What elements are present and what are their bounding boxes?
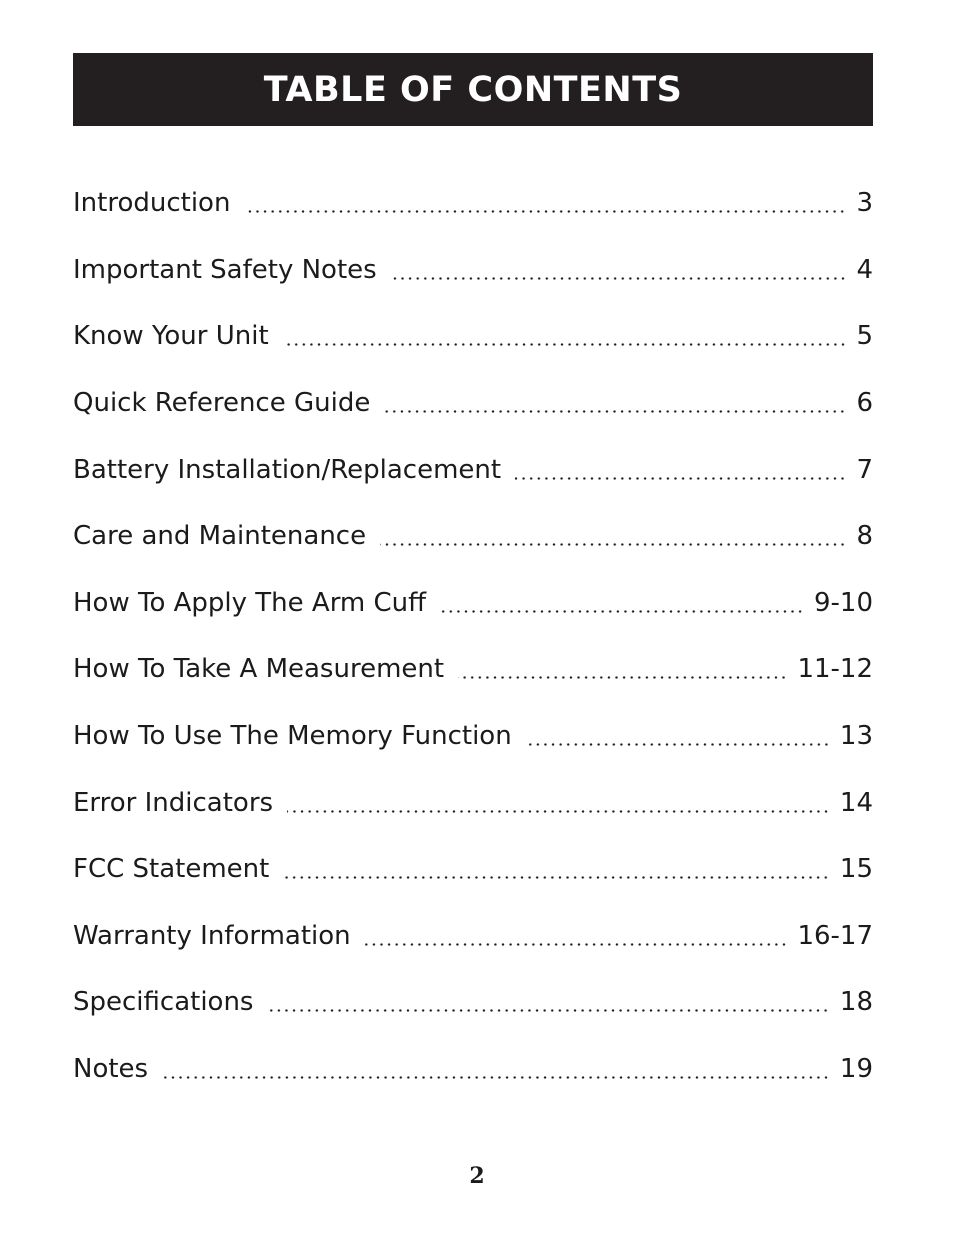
dot-leader [267, 989, 829, 1015]
toc-entry-title: Battery Installation/Replacement [73, 454, 502, 485]
dot-leader [440, 590, 804, 616]
toc-entry[interactable] [73, 703, 873, 770]
toc-entry[interactable] [73, 636, 873, 703]
toc-entry-page: 6 [856, 388, 873, 419]
toc-entry-page: 13 [839, 721, 873, 752]
dot-leader [287, 790, 830, 816]
toc-entry-page: 8 [856, 521, 873, 552]
toc-entry-title: How To Take A Measurement [73, 654, 445, 685]
toc-entry[interactable] [73, 836, 873, 903]
toc-entry-title: Care and Maintenance [73, 521, 367, 552]
dot-leader [244, 190, 846, 216]
dot-leader [384, 390, 846, 416]
toc-entry-title: Warranty Information [73, 920, 351, 951]
toc-entry-title: FCC Statement [73, 854, 270, 885]
toc-entry-page: 3 [856, 188, 873, 219]
toc-entry[interactable] [73, 903, 873, 970]
toc-entry-page: 9-10 [813, 587, 873, 618]
table-of-contents [73, 170, 873, 1102]
toc-entry-page: 18 [839, 987, 873, 1018]
dot-leader [515, 457, 846, 483]
dot-leader [380, 523, 846, 549]
toc-entry[interactable] [73, 570, 873, 637]
toc-entry[interactable] [73, 170, 873, 237]
dot-leader [283, 856, 830, 882]
toc-entry-page: 16-17 [797, 920, 873, 951]
toc-entry-page: 7 [856, 454, 873, 485]
toc-entry-title: Notes [73, 1054, 149, 1085]
toc-entry[interactable] [73, 436, 873, 503]
toc-entry-page: 14 [839, 787, 873, 818]
toc-entry-title: Important Safety Notes [73, 254, 377, 285]
toc-entry[interactable] [73, 303, 873, 370]
toc-entry-title: How To Use The Memory Function [73, 721, 512, 752]
dot-leader [283, 323, 847, 349]
toc-entry-page: 11-12 [797, 654, 873, 685]
page-title: TABLE OF CONTENTS [263, 69, 683, 110]
dot-leader [162, 1056, 830, 1082]
toc-entry-page: 5 [856, 321, 873, 352]
toc-entry[interactable] [73, 237, 873, 304]
dot-leader [391, 257, 847, 283]
dot-leader [458, 656, 787, 682]
toc-entry-title: Specifications [73, 987, 254, 1018]
toc-entry-page: 19 [839, 1054, 873, 1085]
toc-entry-page: 4 [856, 254, 873, 285]
dot-leader [526, 723, 830, 749]
toc-entry[interactable] [73, 1036, 873, 1103]
toc-entry-title: Know Your Unit [73, 321, 269, 352]
toc-entry-title: How To Apply The Arm Cuff [73, 587, 427, 618]
toc-entry-page: 15 [839, 854, 873, 885]
toc-entry-title: Error Indicators [73, 787, 274, 818]
toc-entry[interactable] [73, 503, 873, 570]
title-banner [73, 53, 873, 126]
toc-entry-title: Quick Reference Guide [73, 388, 371, 419]
toc-entry[interactable] [73, 769, 873, 836]
dot-leader [365, 923, 788, 949]
toc-entry-title: Introduction [73, 188, 231, 219]
toc-entry[interactable] [73, 370, 873, 437]
page-number: 2 [469, 1163, 485, 1189]
toc-entry[interactable] [73, 969, 873, 1036]
